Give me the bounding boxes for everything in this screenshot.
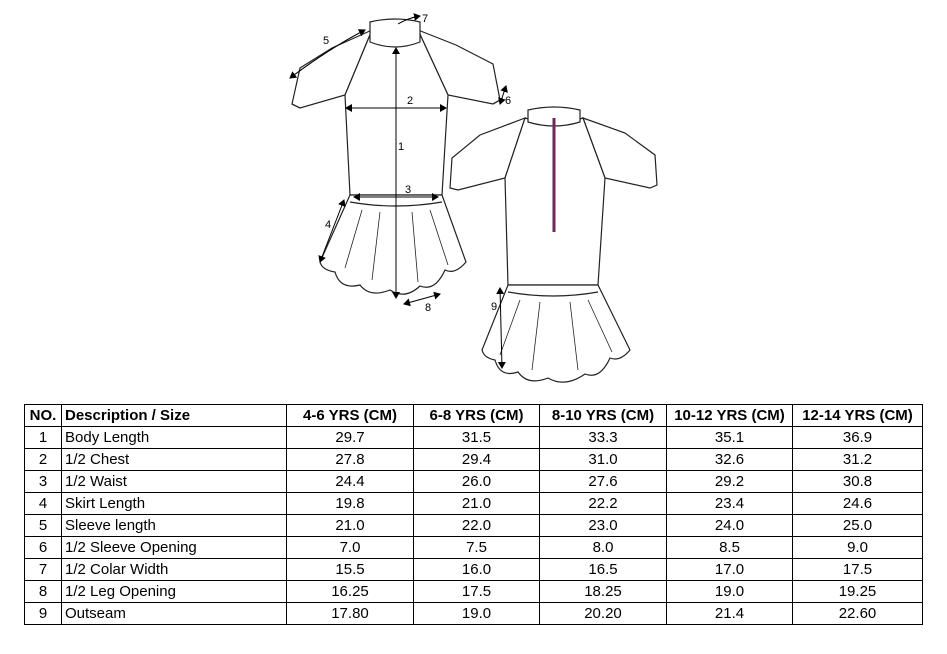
header-description: Description / Size [62,405,287,427]
cell: 31.5 [414,427,540,449]
measure-label-3: 3 [405,184,412,196]
cell: 25.0 [793,515,923,537]
cell: 31.2 [793,449,923,471]
table-row [25,427,923,449]
cell: 1/2 Leg Opening [62,581,287,603]
cell: 24.4 [287,471,414,493]
cell: 29.7 [287,427,414,449]
measure-label-6: 6 [505,95,512,107]
cell: 17.80 [287,603,414,625]
measure-label-4: 4 [325,219,332,231]
table-row [25,449,923,471]
table-header-row [25,405,923,427]
cell: 16.5 [540,559,667,581]
cell: 23.0 [540,515,667,537]
size-chart-table [24,404,923,625]
header-no: NO. [25,405,62,427]
cell: 23.4 [667,493,793,515]
table-row [25,603,923,625]
cell: 8.5 [667,537,793,559]
table-row [25,559,923,581]
cell: 8 [25,581,62,603]
cell: 19.8 [287,493,414,515]
cell: 1 [25,427,62,449]
cell: 1/2 Colar Width [62,559,287,581]
header-size-4-6: 4-6 YRS (CM) [287,405,414,427]
cell: 20.20 [540,603,667,625]
cell: 9 [25,603,62,625]
measure-label-5: 5 [323,35,330,47]
table-row [25,581,923,603]
cell: 1/2 Chest [62,449,287,471]
cell: 19.0 [414,603,540,625]
cell: 32.6 [667,449,793,471]
cell: 7.0 [287,537,414,559]
measure-label-2: 2 [407,95,414,107]
cell: 1/2 Sleeve Opening [62,537,287,559]
cell: 18.25 [540,581,667,603]
cell: 27.8 [287,449,414,471]
header-size-8-10: 8-10 YRS (CM) [540,405,667,427]
cell: 29.2 [667,471,793,493]
cell: 4 [25,493,62,515]
cell: 3 [25,471,62,493]
cell: 29.4 [414,449,540,471]
cell: 17.0 [667,559,793,581]
cell: 21.0 [414,493,540,515]
cell: 31.0 [540,449,667,471]
garment-technical-drawing [270,0,690,395]
cell: Body Length [62,427,287,449]
cell: 5 [25,515,62,537]
cell: 19.0 [667,581,793,603]
cell: 35.1 [667,427,793,449]
cell: 22.0 [414,515,540,537]
cell: 16.0 [414,559,540,581]
cell: 2 [25,449,62,471]
measure-label-9: 9 [491,301,498,313]
table-row [25,537,923,559]
cell: 22.2 [540,493,667,515]
cell: 22.60 [793,603,923,625]
table-row [25,515,923,537]
cell: 21.4 [667,603,793,625]
cell: Sleeve length [62,515,287,537]
measure-label-7: 7 [422,13,429,25]
cell: 17.5 [793,559,923,581]
cell: 9.0 [793,537,923,559]
cell: Outseam [62,603,287,625]
table-row [25,493,923,515]
cell: 27.6 [540,471,667,493]
cell: 7 [25,559,62,581]
cell: 21.0 [287,515,414,537]
header-size-6-8: 6-8 YRS (CM) [414,405,540,427]
cell: 24.6 [793,493,923,515]
back-view-drawing [450,107,657,382]
cell: 36.9 [793,427,923,449]
cell: 24.0 [667,515,793,537]
cell: 15.5 [287,559,414,581]
header-size-10-12: 10-12 YRS (CM) [667,405,793,427]
header-size-12-14: 12-14 YRS (CM) [793,405,923,427]
cell: 16.25 [287,581,414,603]
cell: 8.0 [540,537,667,559]
cell: 7.5 [414,537,540,559]
cell: 17.5 [414,581,540,603]
table-row [25,471,923,493]
measure-label-1: 1 [398,141,405,153]
cell: 19.25 [793,581,923,603]
cell: Skirt Length [62,493,287,515]
measure-label-8: 8 [425,302,432,314]
cell: 30.8 [793,471,923,493]
cell: 6 [25,537,62,559]
cell: 26.0 [414,471,540,493]
cell: 33.3 [540,427,667,449]
cell: 1/2 Waist [62,471,287,493]
